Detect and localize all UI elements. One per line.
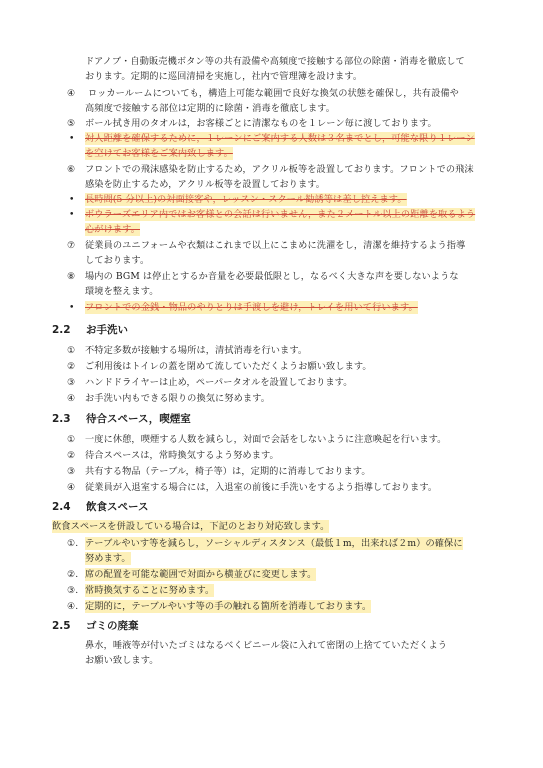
item-marker: ⑦ <box>67 240 76 251</box>
paragraph-line: 高頻度で接触する部位は定期的に除菌・消毒を徹底します。 <box>85 103 336 114</box>
section-heading <box>52 500 148 514</box>
highlighted-text: 常時換気することに努めます。 <box>85 585 215 596</box>
section-heading <box>52 323 128 337</box>
paragraph-line: 環境を整えます。 <box>85 286 159 297</box>
item-marker: ③. <box>67 585 79 596</box>
paragraph-line: 従業員のユニフォームや衣類はこれまで以上にこまめに洗濯をし，清潔を維持するよう指導 <box>85 240 466 251</box>
paragraph-line: ロッカールームについても，構造上可能な範囲で良好な換気の状態を確保し，共有設備や <box>88 88 459 99</box>
struck-highlighted-text: ボウラーズエリア内ではお客様との会話は行いません，また２メートル以上の距離を取るよう <box>85 209 476 220</box>
list-item: 一度に休憩，喫煙する人数を減らし，対面で会話をしないように注意喚起を行います。 <box>85 434 447 445</box>
paragraph-line: フロントでの飛沫感染を防止するため，アクリル板等を設置しております。フロントでの飛沫 <box>85 164 474 175</box>
paragraph-line: ドアノブ・自動販売機ボタン等の共有設備や高頻度で接触する部位の除菌・消毒を徹底して <box>85 56 465 67</box>
item-marker: ③ <box>67 466 76 477</box>
section-heading <box>52 619 139 633</box>
item-marker: ② <box>67 361 76 372</box>
struck-highlighted-text: フロントでの金銭・物品のやりとりは手渡しを避け，トレイを用いて行います。 <box>85 302 418 313</box>
section-number: 2.5 <box>52 620 71 632</box>
item-marker: ②. <box>67 569 79 580</box>
item-marker: ② <box>67 450 76 461</box>
item-marker: ⑧ <box>67 271 76 282</box>
section-number: 2.3 <box>52 413 71 425</box>
item-marker: ④ <box>67 482 76 493</box>
highlighted-text: 飲食スペースを併設している場合は，下記のとおり対応致します。 <box>52 521 330 532</box>
highlighted-text: 席の配置を可能な範囲で対面から横並びに変更します。 <box>85 569 317 580</box>
item-marker: ④. <box>67 601 79 612</box>
highlighted-text: 定期的に，テーブルやいす等の手の触れる箇所を消毒しております。 <box>85 601 372 612</box>
bullet: • <box>69 209 75 220</box>
list-item: 待合スペースは，常時換気するよう努めます。 <box>85 450 279 461</box>
section-title: ゴミの廃棄 <box>86 620 139 632</box>
bullet: • <box>69 194 75 205</box>
item-marker: ④ <box>67 88 76 99</box>
struck-highlighted-text: 長時間(5 分以上)の対面接客や，レッスン・スクール勧誘等は差し控えます。 <box>85 194 407 205</box>
paragraph-line: お願い致します。 <box>85 655 159 666</box>
item-marker: ④ <box>67 393 76 404</box>
section-title: 飲食スペース <box>86 501 149 513</box>
struck-highlighted-text: 心がけます。 <box>85 224 140 235</box>
section-title: 待合スペース，喫煙室 <box>86 413 191 425</box>
list-item: お手洗い内もできる限りの換気に努めます。 <box>85 393 271 404</box>
bullet: • <box>69 133 75 144</box>
item-marker: ⑥ <box>67 164 76 175</box>
paragraph-line: 場内の BGM は停止とするか音量を必要最低限とし，なるべく大きな声を要しないような <box>85 271 459 282</box>
highlighted-text: 努めます。 <box>85 553 131 564</box>
section-heading <box>52 412 191 426</box>
item-marker: ③ <box>67 377 76 388</box>
item-marker: ① <box>67 434 76 445</box>
item-marker: ① <box>67 345 76 356</box>
list-item: 不特定多数が接触する場所は，清拭消毒を行います。 <box>85 345 308 356</box>
struck-highlighted-text: を空けてお客様をご案内致します。 <box>85 148 233 159</box>
struck-highlighted-text: 対人距離を確保するために，１レーンにご案内する人数は３名までとし，可能な限り１レーン <box>85 133 475 144</box>
item-marker: ⑤ <box>67 118 76 129</box>
highlighted-text: テーブルやいす等を減らし，ソーシャルディスタンス（最低１m，出来れば２m）の確保に <box>85 538 463 549</box>
paragraph-line: ボール拭き用のタオルは，お客様ごとに清潔なものを１レーン毎に渡しております。 <box>85 118 437 129</box>
paragraph-line: 感染を防止するため，アクリル板等を設置しております。 <box>85 179 326 190</box>
paragraph-line: 鼻水，唾液等が付いたゴミはなるべくビニール袋に入れて密閉の上捨てていただくよう <box>85 640 448 651</box>
list-item: 従業員が入退室する場合には，入退室の前後に手洗いをするよう指導しております。 <box>85 482 438 493</box>
section-number: 2.4 <box>52 501 71 513</box>
item-marker: ①. <box>67 538 79 549</box>
paragraph-line: おります。定期的に巡回清掃を実施し，社内で管理簿を設けます。 <box>85 71 363 82</box>
list-item: ご利用後はトイレの蓋を閉めて流していただくようお願い致します。 <box>85 361 372 372</box>
list-item: 共有する物品（テーブル，椅子等）は，定期的に消毒しております。 <box>85 466 371 477</box>
section-number: 2.2 <box>52 324 71 336</box>
list-item: ハンドドライヤーは止め，ペーパータオルを設置しております。 <box>85 377 353 388</box>
bullet: • <box>69 302 75 313</box>
paragraph-line: しております。 <box>85 255 150 266</box>
section-title: お手洗い <box>86 324 128 336</box>
